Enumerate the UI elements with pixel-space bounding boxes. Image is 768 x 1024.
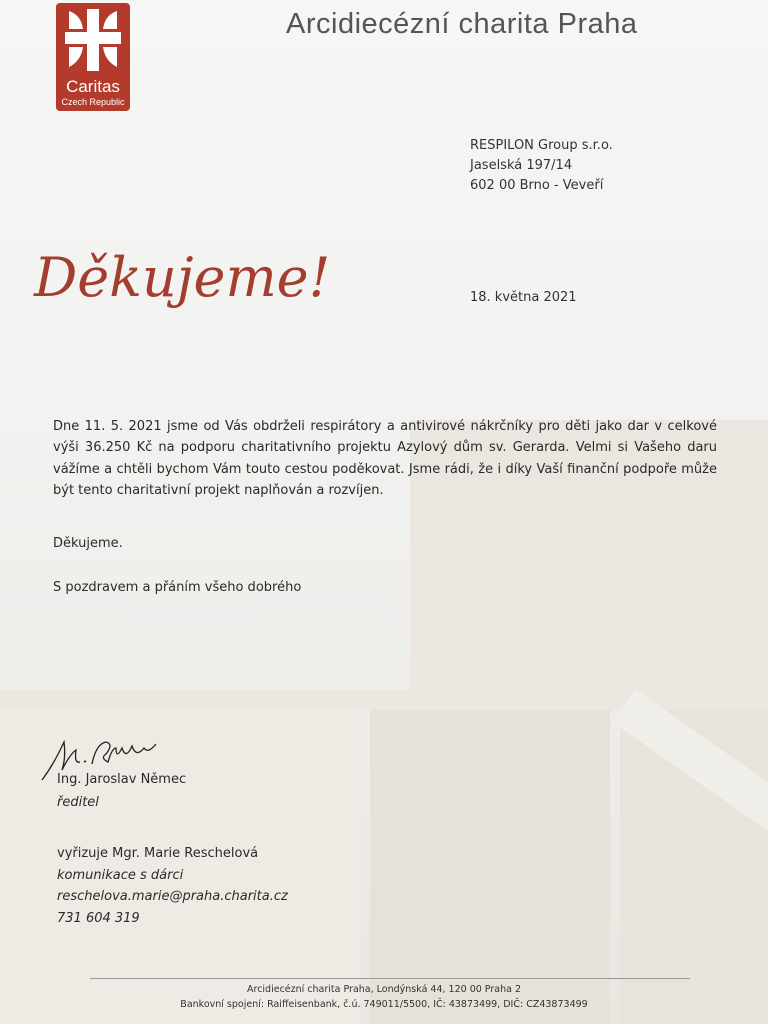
recipient-line: Jaselská 197/14 bbox=[470, 158, 573, 173]
footer-divider bbox=[90, 978, 690, 979]
footer-bank: Bankovní spojení: Raiffeisenbank, č.ú. 749011/5500, IČ: 43873499, DIČ: CZ43873499 bbox=[180, 999, 588, 1010]
contact-block bbox=[57, 843, 288, 929]
watermark-shape bbox=[370, 705, 610, 1024]
contact-handled-by: vyřizuje Mgr. Marie Reschelová bbox=[57, 846, 259, 861]
recipient-line: RESPILON Group s.r.o. bbox=[470, 138, 613, 153]
organization-title: Arcidiecézní charita Praha bbox=[286, 8, 638, 40]
signer-name: Ing. Jaroslav Němec bbox=[57, 772, 187, 787]
thanks-line: Děkujeme. bbox=[53, 536, 123, 551]
footer-address: Arcidiecézní charita Praha, Londýnská 44, 120 00 Praha 2 bbox=[247, 984, 521, 995]
contact-email: reschelova.marie@praha.charita.cz bbox=[57, 889, 288, 904]
contact-department: komunikace s dárci bbox=[57, 867, 184, 883]
closing-line: S pozdravem a přáním všeho dobrého bbox=[53, 580, 302, 595]
caritas-logo bbox=[56, 3, 130, 111]
caritas-cross-icon bbox=[63, 7, 123, 73]
signer-role: ředitel bbox=[57, 795, 99, 810]
letter-date: 18. května 2021 bbox=[470, 290, 577, 305]
logo-subtitle: Czech Republic bbox=[61, 97, 125, 107]
contact-phone: 731 604 319 bbox=[57, 910, 140, 926]
recipient-line: 602 00 Brno - Veveří bbox=[470, 178, 604, 193]
greeting-script: Děkujeme! bbox=[34, 246, 331, 309]
recipient-address bbox=[470, 136, 613, 196]
logo-name: Caritas bbox=[66, 77, 120, 96]
letter-body: Dne 11. 5. 2021 jsme od Vás obdrželi respirátory a antivirové nákrčníky pro děti jako dar v celkové výši 36.250 Kč na podporu charitativního projektu Azylový dům sv. Gerarda. Velmi si Vašeho daru vážíme a chtěli bychom Vám touto cestou poděkovat. Jsme rádi, že i díky Vaší finanční podpoře může být tento charitativní projekt naplňován a rozvíjen. bbox=[53, 419, 717, 498]
